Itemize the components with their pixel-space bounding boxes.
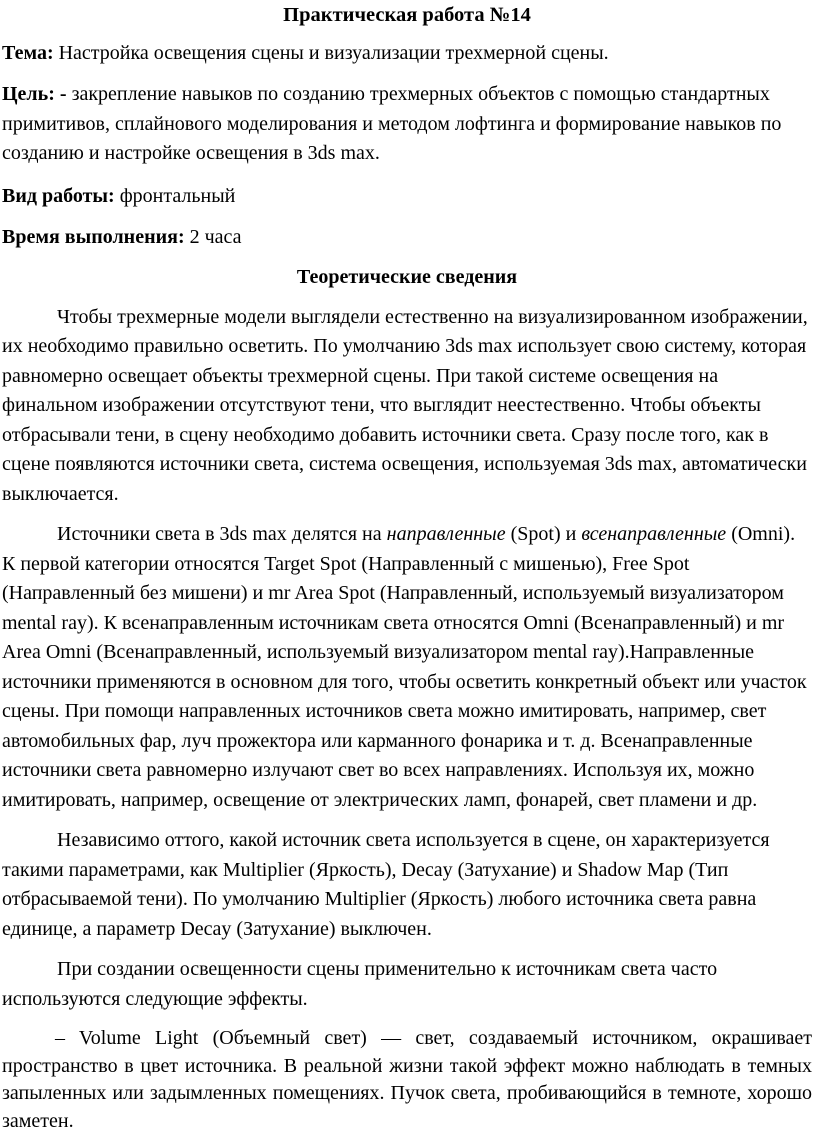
- topic-label: Тема:: [2, 42, 54, 64]
- page-title: Практическая работа №14: [283, 4, 531, 26]
- paragraph-effects-intro: При создании освещенности сцены применительно к источникам света часто используются следующие эффекты.: [2, 958, 718, 1010]
- topic-value: Настройка освещения сцены и визуализации трехмерной сцены.: [53, 42, 609, 64]
- duration-value: 2 часа: [184, 225, 242, 248]
- goal-value: закрепление навыков по созданию трехмерных объектов с помощью стандартных примитивов, сплайнового моделирования и методом лофтинга и формирование навыков по созданию и настройке освещения в 3ds max.: [2, 83, 782, 164]
- goal-line: [2, 80, 812, 169]
- paragraph-light-types: [2, 520, 812, 815]
- paragraph-light-parameters: Независимо оттого, какой источник света используется в сцене, он характеризуется такими параметрами, как Multiplier (Яркость), Decay (Затухание) и Shadow Map (Тип отбрасываемой тени). По умолчанию Multiplier (Яркость) любого источника света равна единице, а параметр Decay (Затухание) выключен.: [2, 829, 770, 940]
- work-type-line: [2, 182, 812, 210]
- topic-line: [2, 39, 812, 67]
- text-run: (Omni). К первой категории относятся Target Spot (Направленный с мишенью), Free Spot (Направленный без мишени) и mr Area Spot (Направленный, используемый визуализатором mental ray). К всенаправленным источникам света относятся Omni (Всенаправленный) и mr Area Omni (Всенаправленный, используемый визуализатором mental ray).Направленные источники применяются в основном для того, чтобы осветить конкретный объект или участок сцены. При помощи направленных источников света можно имитировать, например, свет автомобильных фар, луч прожектора или карманного фонарика и т. д. Всенаправленные источники света равномерно излучают свет во всех направлениях. Используя их, можно имитировать, например, освещение от электрических ламп, фонарей, свет пламени и др.: [2, 523, 807, 811]
- paragraph-volume-light: – Volume Light (Объемный свет) — свет, создаваемый источником, окрашивает пространство в цвет источника. В реальной жизни такой эффект можно наблюдать в темных запыленных или задымленных помещениях. Пучок света, пробивающийся в темноте, хорошо заметен.: [2, 1027, 812, 1132]
- goal-label: Цель: -: [2, 83, 67, 105]
- section-heading: Теоретические сведения: [296, 265, 518, 288]
- italic-term-omni: всенаправленные: [581, 523, 727, 545]
- italic-term-directional: направленные: [386, 523, 506, 545]
- text-run: (Spot) и: [505, 523, 582, 545]
- duration-label: Время выполнения:: [2, 225, 185, 248]
- paragraph-lighting-intro: Чтобы трехмерные модели выглядели естественно на визуализированном изображении, их необходимо правильно осветить. По умолчанию 3ds max использует свою систему, которая равномерно освещает объекты трехмерной сцены. При такой системе освещения на финальном изображении отсутствуют тени, что выглядит неестественно. Чтобы объекты отбрасывали тени, в сцену необходимо добавить источники света. Сразу после того, как в сцене появляются источники света, система освещения, используемая 3ds max, автоматически выключается.: [2, 305, 808, 505]
- work-type-label: Вид работы:: [2, 184, 115, 207]
- duration-line: [2, 223, 812, 251]
- work-type-value: фронтальный: [114, 184, 236, 207]
- text-run: Источники света в 3ds max делятся на: [57, 523, 387, 545]
